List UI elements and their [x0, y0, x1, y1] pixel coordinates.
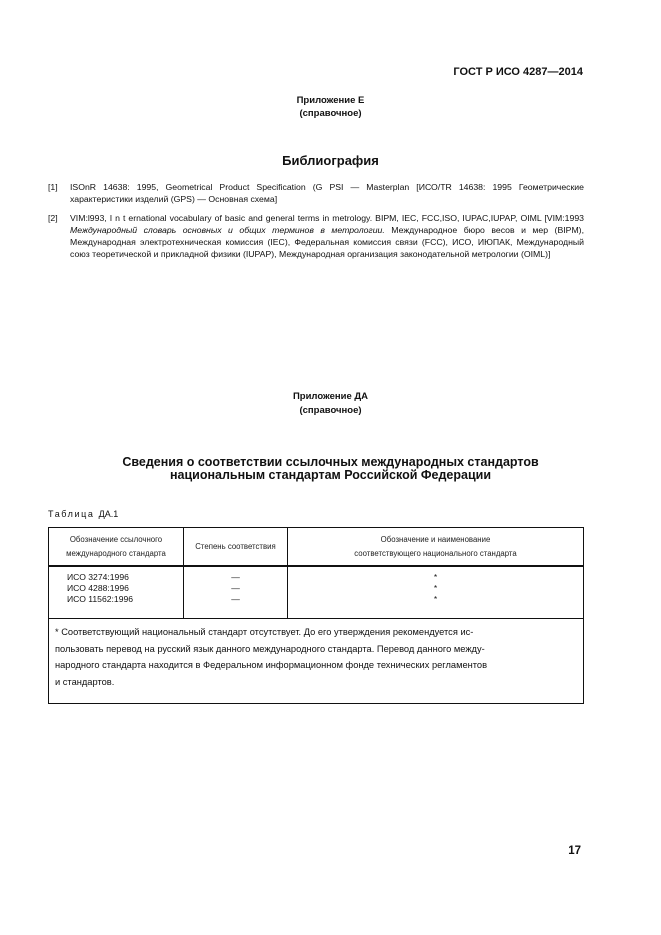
ref-text-part: Международное бюро весов и мер (BIPM), Международная электротехническая комиссия (IEC), Федеральная комиссия связи (FCC), ИСО, ИЮПАК, Международный союз теоретической и прикладной физики (IUPAP), Международная организация законодательной метрологии (OIML)]	[70, 225, 584, 259]
header-text: международного стандарта	[66, 548, 166, 558]
cell-national-standards	[288, 566, 584, 619]
appendix-da-subtitle: (справочное)	[299, 405, 362, 416]
ref-text: ISOnR 14638: 1995, Geometrical Product Specification (G PSI — Masterplan [ИСО/TR 14638: 1995 Геометрические характеристики изделий (GPS) — Основная схема]	[70, 182, 584, 204]
header-cell-degree	[184, 528, 288, 567]
header-cell-national	[288, 528, 584, 567]
national-value: *	[433, 594, 438, 604]
degree-value: —	[231, 572, 240, 582]
bibliography-ref-1	[48, 181, 584, 205]
standard-code: ГОСТ Р ИСО 4287—2014	[453, 66, 583, 78]
degree-value: —	[231, 583, 240, 593]
standard-designation: ИСО 3274:1996	[67, 572, 129, 582]
section-heading	[0, 456, 661, 482]
footnote-line: пользовать перевод на русский язык данного международного стандарта. Перевод данного между-	[55, 643, 485, 654]
table-header-row	[49, 528, 584, 567]
bibliography-heading: Библиография	[282, 153, 379, 168]
header-text: соответствующего национального стандарта	[354, 548, 517, 558]
appendix-e-title: Приложение Е	[296, 95, 365, 106]
footnote-line: народного стандарта находится в Федеральном информационном фонде технических регламентов	[55, 660, 488, 670]
correspondence-table	[48, 527, 584, 704]
standard-designation: ИСО 4288:1996	[67, 583, 129, 593]
ref-text-italic: Международный словарь основных и общих терминов в метрологии.	[70, 225, 385, 235]
table-caption	[48, 509, 118, 519]
ref-text-part: VIM:l993, I n t ernational vocabulary of basic and general terms in metrology. BIPM, IEC, FCC,ISO, IUPAC,IUPAP, OIML [VIM:1993	[70, 213, 584, 223]
table-caption-id: ДА.1	[98, 509, 119, 519]
footnote-line: * Соответствующий национальный стандарт отсутствует. До его утверждения рекомендуется ис-	[55, 627, 474, 637]
ref-number: [1]	[48, 182, 58, 192]
ref-number: [2]	[48, 213, 58, 223]
appendix-da-title: Приложение ДА	[292, 391, 369, 402]
bibliography-ref-2	[48, 212, 584, 260]
appendix-e-subtitle: (справочное)	[299, 108, 362, 119]
degree-value: —	[231, 594, 240, 604]
header-text: Обозначение и наименование	[380, 534, 491, 544]
cell-international-standards	[49, 566, 184, 619]
cell-degree	[184, 566, 288, 619]
header-text: Обозначение ссылочного	[69, 534, 163, 544]
ref-text	[70, 212, 584, 260]
header-cell-international	[49, 528, 184, 567]
header-text: Степень соответствия	[195, 541, 276, 551]
table-caption-label: Таблица	[48, 509, 95, 519]
section-heading-line: Сведения о соответствии ссылочных международных стандартов	[122, 455, 539, 469]
table-footnote	[49, 619, 584, 704]
section-heading-line: национальным стандартам Российской Федерации	[169, 468, 492, 482]
footnote-line: и стандартов.	[55, 676, 115, 687]
national-value: *	[433, 583, 438, 593]
national-value: *	[433, 572, 438, 582]
table-footnote-row	[49, 619, 584, 704]
table-row	[49, 566, 584, 619]
standard-designation: ИСО 11562:1996	[67, 594, 134, 604]
page-number: 17	[568, 845, 581, 857]
